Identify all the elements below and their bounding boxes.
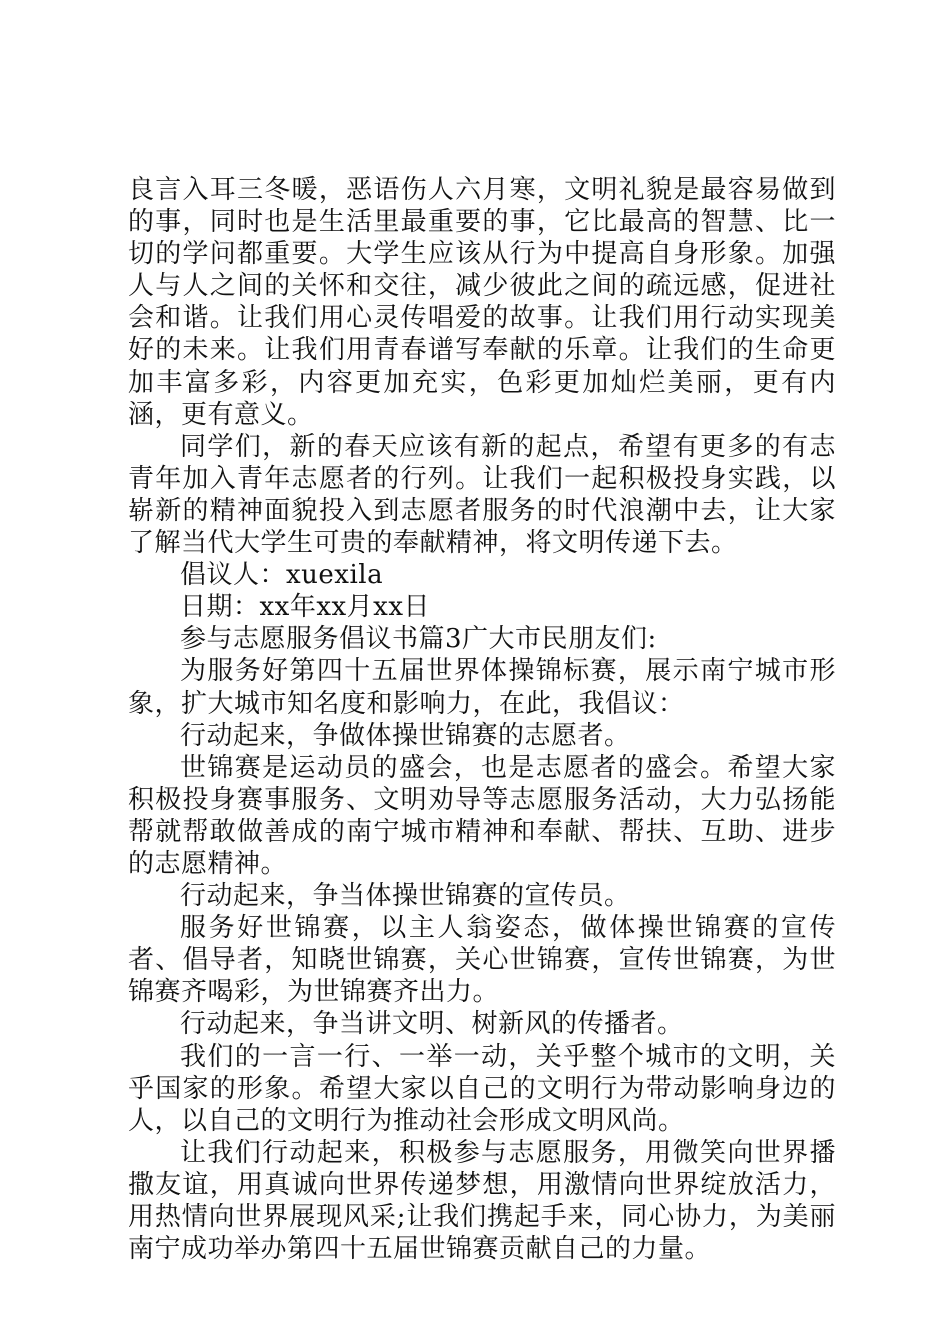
paragraph-1: 良言入耳三冬暖，恶语伤人六月寒，文明礼貌是最容易做到的事，同时也是生活里最重要的事，它比最高的智慧、比一切的学问都重要。大学生应该从行为中提高自身形象。加强人与人之间的关怀和交往，减少彼此之间的疏远感，促进社会和谐。让我们用心灵传唱爱的故事。让我们用行动实现美好的未来。让我们用青春谱写奉献的乐章。让我们的生命更加丰富多彩，内容更加充实，色彩更加灿烂美丽，更有内涵，更有意义。	[128, 175, 836, 430]
action-line-2: 行动起来，争当体操世锦赛的宣传员。	[180, 881, 631, 912]
signatory-line: 倡议人：xuexila	[180, 560, 384, 591]
action-line-3: 行动起来，争当讲文明、树新风的传播者。	[180, 1009, 684, 1040]
action-line-1: 行动起来，争做体操世锦赛的志愿者。	[180, 720, 631, 751]
date-line: 日期：xx年xx月xx日	[180, 592, 430, 623]
section-heading: 参与志愿服务倡议书篇3广大市民朋友们:	[180, 624, 657, 655]
paragraph-2: 同学们，新的春天应该有新的起点，希望有更多的有志青年加入青年志愿者的行列。让我们一起积极投身实践，以崭新的精神面貌投入到志愿者服务的时代浪潮中去，让大家了解当代大学生可贵的奉献精神，将文明传递下去。	[128, 431, 836, 559]
paragraph-10: 服务好世锦赛，以主人翁姿态，做体操世锦赛的宣传者、倡导者，知晓世锦赛，关心世锦赛，宣传世锦赛，为世锦赛齐喝彩，为世锦赛齐出力。	[128, 913, 836, 1008]
document-body	[128, 174, 836, 1265]
paragraph-12: 我们的一言一行、一举一动，关乎整个城市的文明，关乎国家的形象。希望大家以自己的文明行为带动影响身边的人，以自己的文明行为推动社会形成文明风尚。	[128, 1041, 836, 1136]
paragraph-8: 世锦赛是运动员的盛会，也是志愿者的盛会。希望大家积极投身赛事服务、文明劝导等志愿服务活动，大力弘扬能帮就帮敢做善成的南宁城市精神和奉献、帮扶、互助、进步的志愿精神。	[128, 752, 836, 879]
paragraph-13: 让我们行动起来，积极参与志愿服务，用微笑向世界播撒友谊，用真诚向世界传递梦想，用激情向世界绽放活力，用热情向世界展现风采;让我们携起手来，同心协力，为美丽南宁成功举办第四十五届世锦赛贡献自己的力量。	[128, 1137, 836, 1265]
paragraph-6: 为服务好第四十五届世界体操锦标赛，展示南宁城市形象，扩大城市知名度和影响力，在此，我倡议：	[128, 656, 836, 719]
